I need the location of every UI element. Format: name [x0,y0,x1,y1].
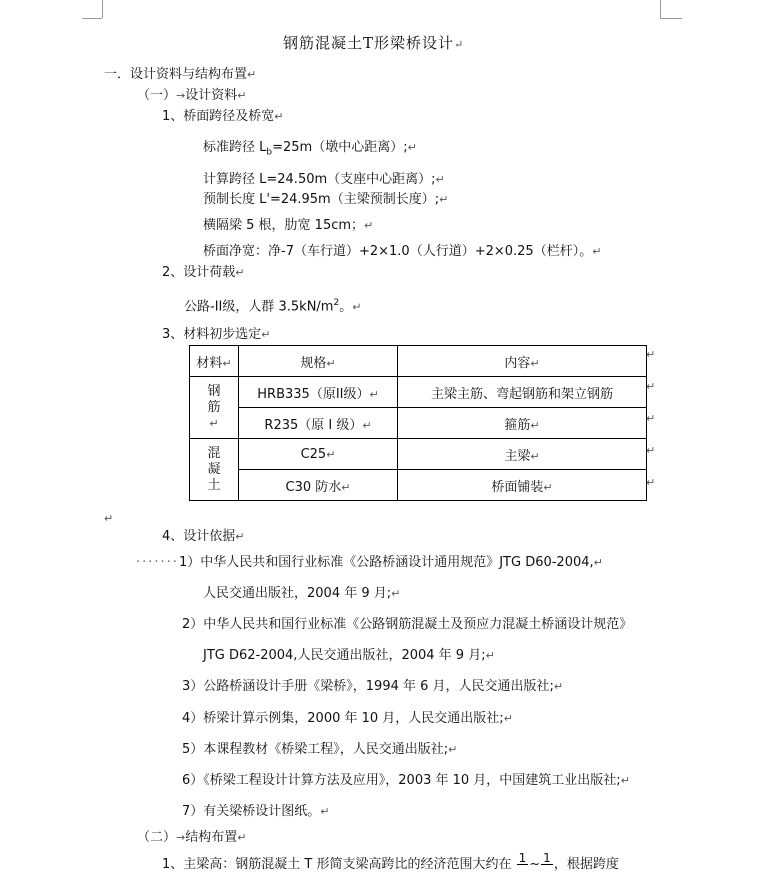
table-row [190,408,647,439]
calc-span-text: 计算跨径 L=24.50m（支座中心距离）;↵ [203,172,445,187]
page-corner-mark-right [660,0,661,18]
fraction-upper: 1 [543,851,551,865]
table-cell-spec: HRB335（原II级）↵ [239,377,398,408]
row-end-mark: ↵ [646,348,656,361]
design-load-text: 公路-II级，人群 $3.5kN/m^2$。↵ [184,298,362,315]
item-heading-span-width: 1、桥面跨径及桥宽↵ [162,109,284,124]
table-row [190,439,647,470]
diaphragm-text: 横隔梁 5 根，肋宽 15cm；↵ [203,218,374,233]
main-girder-height-text: 1、主梁高：钢筋混凝土 T 形简支梁高跨比的经济范围大约在 1 ~ 1 ，根据跨度 [162,852,619,877]
reference-1-continued: 人民交通出版社，2004 年 9 月;↵ [203,586,401,601]
item-heading-materials: 3、材料初步选定↵ [162,327,271,342]
item-heading-design-basis: 4、设计依据↵ [162,529,245,544]
empty-paragraph-mark: ↵ [104,512,114,525]
table-cell-spec: R235（原 I 级）↵ [239,408,398,439]
reference-1: ·······1）中华人民共和国行业标准《公路桥涵设计通用规范》JTG D60-2004,↵ [136,555,603,570]
reference-5: 5）本课程教材《桥梁工程》，人民交通出版社;↵ [182,742,458,757]
deck-width-text: 桥面净宽：净-7（车行道）+2×1.0（人行道）+2×0.25（栏杆）。↵ [203,244,602,259]
standard-span-text: 标准跨径 $L_b=25m$（墩中心距离）;↵ [203,140,417,158]
table-cell-content: 主梁↵ [398,439,647,470]
item-heading-design-load: 2、设计荷载↵ [162,265,245,280]
table-header-content: 内容↵ [398,346,647,377]
table-header-spec: 规格↵ [239,346,398,377]
materials-table [189,345,647,501]
reference-7: 7）有关梁桥设计图纸。↵ [182,804,330,819]
row-end-mark: ↵ [646,412,656,425]
reference-4: 4）桥梁计算示例集，2000 年 10 月，人民交通出版社;↵ [182,711,513,726]
table-row [190,470,647,501]
table-cell-content: 桥面铺装↵ [398,470,647,501]
row-end-mark: ↵ [646,380,656,393]
table-group-concrete: 混 凝 土 [190,439,239,501]
fraction-lower: 1 [518,851,527,865]
prefab-length-text: 预制长度 L'=24.95m（主梁预制长度）;↵ [203,192,449,207]
row-end-mark: ↵ [646,444,656,457]
document-title: 钢筋混凝土T形梁桥设计↵ [283,34,465,52]
table-cell-spec: C30 防水↵ [239,470,398,501]
page-corner-mark-right-h [660,18,682,19]
table-cell-spec: C25↵ [239,439,398,470]
reference-2: 2）中华人民共和国行业标准《公路钢筋混凝土及预应力混凝土桥涵设计规范》 [182,617,633,632]
page-corner-mark-left [102,0,103,18]
table-group-rebar: 钢 筋 ↵ [190,377,239,439]
reference-6: 6）《桥梁工程设计计算方法及应用》，2003 年 10 月，中国建筑工业出版社;↵ [182,773,630,788]
table-header-material: 材料↵ [190,346,239,377]
section-heading-1: 一．设计资料与结构布置↵ [104,67,257,82]
reference-3: 3）公路桥涵设计手册《梁桥》，1994 年 6 月，人民交通出版社;↵ [182,679,564,694]
reference-2-continued: JTG D62-2004,人民交通出版社，2004 年 9 月;↵ [203,648,495,663]
table-header-row [190,346,647,377]
subsection-heading-design-data: （一）→设计资料↵ [137,88,247,103]
table-cell-content: 箍筋↵ [398,408,647,439]
row-end-mark: ↵ [646,476,656,489]
subsection-heading-structure: （二）→结构布置↵ [137,830,247,845]
table-cell-content: 主梁主筋、弯起钢筋和架立钢筋 [398,377,647,408]
page-corner-mark-left-h [82,18,102,19]
table-row [190,377,647,408]
